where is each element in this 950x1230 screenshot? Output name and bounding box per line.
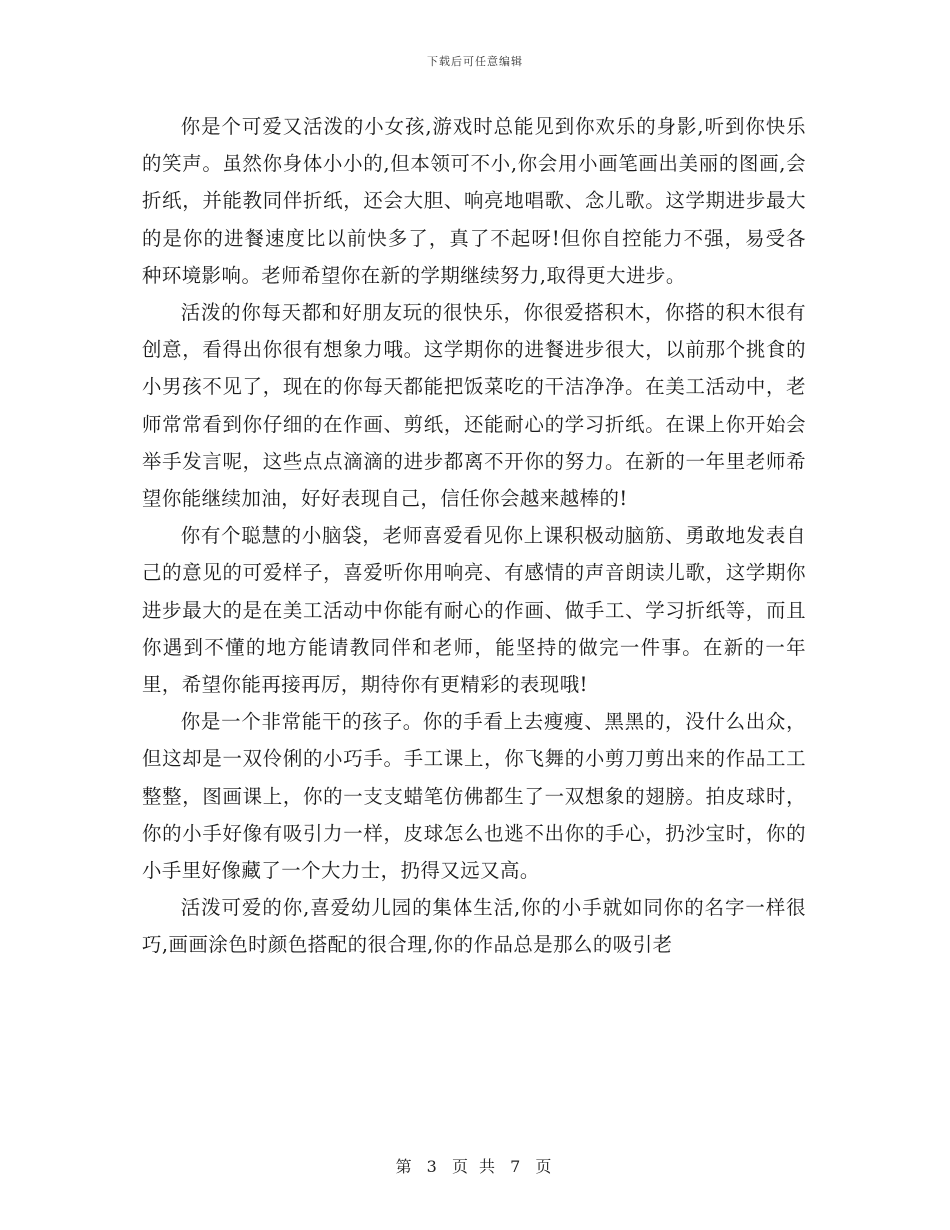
footer-suffix: 页 [535, 1157, 555, 1176]
footer-current-page: 3 [426, 1157, 440, 1176]
footer-middle: 页 共 [451, 1157, 499, 1176]
paragraph-3: 你有个聪慧的小脑袋，老师喜爱看见你上课积极动脑筋、勇敢地发表自己的意见的可爱样子，喜爱听你用响亮、有感情的声音朗读儿歌，这学期你进步最大的是在美工活动中你能有耐心的作画、做手工、学习折纸等，而且你遇到不懂的地方能请教同伴和老师，能坚持的做完一件事。在新的一年里，希望你能再接再厉，期待你有更精彩的表现哦! [142, 524, 806, 697]
paragraph-4: 你是一个非常能干的孩子。你的手看上去瘦瘦、黑黑的，没什么出众，但这却是一双伶俐的小巧手。手工课上，你飞舞的小剪刀剪出来的作品工工整整，图画课上，你的一支支蜡笔仿佛都生了一双想象的翅膀。拍皮球时，你的小手好像有吸引力一样，皮球怎么也逃不出你的手心，扔沙宝时，你的小手里好像藏了一个大力士，扔得又远又高。 [142, 710, 806, 883]
page-footer [0, 1154, 950, 1177]
paragraph-1: 你是个可爱又活泼的小女孩,游戏时总能见到你欢乐的身影,听到你快乐的笑声。虽然你身体小小的,但本领可不小,你会用小画笔画出美丽的图画,会折纸，并能教同伴折纸，还会大胆、响亮地唱歌、念儿歌。这学期进步最大的是你的进餐速度比以前快多了，真了不起呀!但你自控能力不强，易受各种环境影响。老师希望你在新的学期继续努力,取得更大进步。 [142, 115, 806, 287]
footer-prefix: 第 [395, 1157, 415, 1176]
footer-total-pages: 7 [510, 1157, 524, 1176]
header-note: 下载后可任意编辑 [427, 55, 523, 68]
body-text [142, 108, 806, 964]
paragraph-5: 活泼可爱的你,喜爱幼儿园的集体生活,你的小手就如同你的名字一样很巧,画画涂色时颜色搭配的很合理,你的作品总是那么的吸引老 [142, 896, 806, 957]
paragraph-2: 活泼的你每天都和好朋友玩的很快乐，你很爱搭积木，你搭的积木很有创意，看得出你很有想象力哦。这学期你的进餐进步很大，以前那个挑食的小男孩不见了，现在的你每天都能把饭菜吃的干洁净净。在美工活动中，老师常常看到你仔细的在作画、剪纸，还能耐心的学习折纸。在课上你开始会举手发言呢，这些点点滴滴的进步都离不开你的努力。在新的一年里老师希望你能继续加油，好好表现自己，信任你会越来越棒的! [142, 301, 806, 511]
